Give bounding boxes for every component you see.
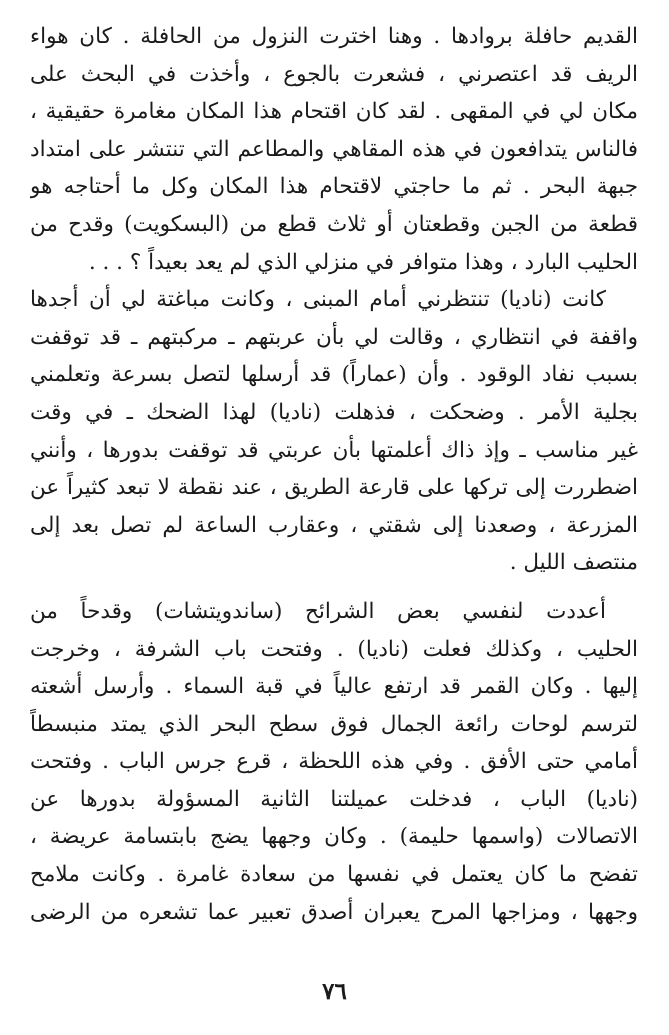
text-line: كانت (ناديا) تنتظرني أمام المبنى ، وكانت مباغتة لي أن أجدها: [30, 287, 606, 313]
paragraph-3: [30, 593, 638, 931]
paragraph-1: [30, 18, 638, 281]
text-line: وجهها ، ومزاجها المرح يعبران أصدق تعبير عما تشعره من الرضى: [30, 899, 638, 925]
text-line: المزرعة ، وصعدنا إلى شقتي ، وعقارب الساعة لم تصل بعد إلى: [30, 512, 638, 538]
page-body: [30, 18, 638, 931]
text-line: الحليب البارد ، وهذا متوافر في منزلي الذي لم يعد بعيداً ؟ . . .: [88, 249, 638, 275]
text-line: تفضح ما كان يعتمل في نفسها من سعادة غامرة . وكانت ملامح: [30, 862, 638, 888]
text-line: الاتصالات (واسمها حليمة) . وكان وجهها يضج بابتسامة عريضة ،: [30, 824, 638, 850]
text-line: الحليب ، وكذلك فعلت (ناديا) . وفتحت باب الشرفة ، وخرجت: [30, 636, 638, 662]
text-line: اضطررت إلى تركها على قارعة الطريق ، عند نقطة لا تبعد كثيراً عن: [30, 475, 638, 501]
text-line: منتصف الليل .: [509, 550, 638, 576]
text-line: جبهة البحر . ثم ما حاجتي لاقتحام هذا المكان وكل ما أحتاجه هو: [30, 174, 638, 200]
text-line: مكان لي في المقهى . لقد كان اقتحام هذا المكان مغامرة حقيقية ،: [30, 99, 638, 125]
text-line: بجلية الأمر . وضحكت ، فذهلت (ناديا) لهذا الضحك ـ في وقت: [30, 399, 638, 425]
text-line: غير مناسب ـ وإذ ذاك أعلمتها بأن عربتي قد توقفت بدورها ، وأنني: [30, 437, 638, 463]
text-line: فالناس يتدافعون في هذه المقاهي والمطاعم التي تنتشر على امتداد: [30, 136, 638, 162]
text-line: واقفة في انتظاري ، وقالت لي بأن عربتهم ـ مركبتهم ـ قد توقفت: [30, 324, 638, 350]
text-line: أمامي حتى الأفق . وفي هذه اللحظة ، قرع جرس الباب . وفتحت: [30, 749, 638, 775]
text-line: إليها . وكان القمر قد ارتفع عالياً في قبة السماء . وأرسل أشعته: [30, 674, 638, 700]
text-line: (ناديا) الباب ، فدخلت عميلتنا الثانية المسؤولة بدورها عن: [30, 786, 638, 812]
text-line: قطعة من الجبن وقطعتان أو ثلاث قطع من (البسكويت) وقدح من: [30, 211, 638, 237]
text-line: لترسم لوحات رائعة الجمال فوق سطح البحر الذي يمتد منبسطاً: [30, 711, 638, 737]
text-line: أعددت لنفسي بعض الشرائح (ساندويتشات) وقدحاً من: [30, 598, 606, 624]
text-line: القديم حافلة بروادها . وهنا اخترت النزول من الحافلة . كان هواء: [30, 24, 638, 49]
paragraph-2: [30, 281, 638, 582]
page-number: ٧٦: [322, 978, 347, 1005]
text-line: بسبب نفاد الوقود . وأن (عماراً) قد أرسلها لتصل بسرعة وتعلمني: [30, 362, 638, 388]
text-line: الريف قد اعتصرني ، فشعرت بالجوع ، وأخذت في البحث على: [30, 61, 638, 87]
